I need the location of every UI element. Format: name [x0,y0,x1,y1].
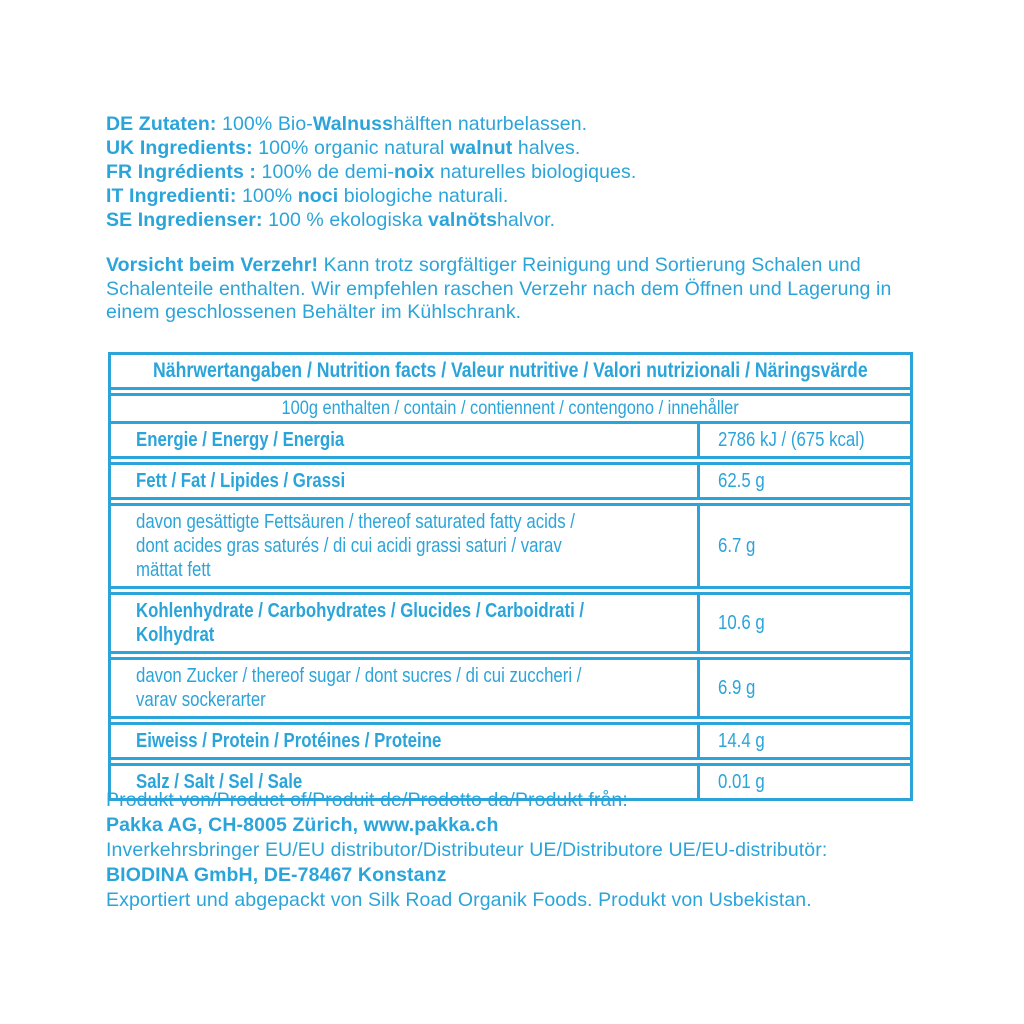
nutrient-label: Eiweiss / Protein / Protéines / Proteine [136,730,442,752]
nutrition-table-title-row [111,355,910,390]
nutrition-row [111,722,910,760]
text-segment: halvor. [497,209,556,231]
nutrient-label-cell [111,506,697,586]
nutrient-label-cell [111,465,697,497]
text-segment: DE Zutaten: [106,113,217,135]
text-segment: Walnuss [312,113,394,135]
nutrition-row [111,503,910,589]
nutrient-label: davon Zucker / thereof sugar / dont sucres / di cui zuccheri / varav sockerarter [136,665,582,711]
text-segment: hälften naturbelassen. [393,113,588,135]
nutrient-label: davon gesättigte Fettsäuren / thereof saturated fatty acids / dont acides gras saturés / di cui acidi grassi saturi / varav mättat fett [136,511,575,581]
nutrient-value: 0.01 g [718,770,765,793]
text-segment: noci [297,185,339,207]
nutrient-label: Salz / Salt / Sel / Sale [136,771,303,793]
nutrition-row [111,462,910,500]
warning-text [106,254,921,325]
nutrient-label-cell [111,725,697,757]
nutrient-value-cell [697,506,910,586]
nutrition-table [108,352,913,801]
text-segment: IT Ingredienti: [106,185,237,207]
ingredient-line [106,136,921,160]
text-segment: naturelles biologiques. [434,161,637,183]
nutrient-label: Energie / Energy / Energia [136,429,345,451]
nutrient-value: 6.9 g [718,676,756,699]
text-segment: Vorsicht beim Verzehr! [106,254,319,276]
footer-section [106,788,921,913]
text-segment: noix [394,161,435,183]
ingredient-line [106,184,921,208]
nutrition-row [111,424,910,459]
text-segment: 100% Bio- [216,113,313,135]
footer-line: Pakka AG, CH-8005 Zürich, www.pakka.ch [106,814,499,836]
nutrient-value: 2786 kJ / (675 kcal) [718,428,865,451]
text-segment: halves. [512,137,581,159]
ingredient-line [106,160,921,184]
footer-line: BIODINA GmbH, DE-78467 Konstanz [106,864,447,886]
text-segment: valnöts [428,209,498,231]
text-segment: Kann trotz sorgfältiger Reinigung und Sortierung Schalen und Schalenteile enthalten. Wir empfehlen raschen Verzehr nach dem Öffnen und Lagerung in einem geschlossenen Behälter im Kühlschrank. [106,254,892,323]
nutrient-value: 14.4 g [718,729,765,752]
text-segment: SE Ingredienser: [106,209,263,231]
text-segment: 100% [236,185,298,207]
nutrition-table-title: Nährwertangaben / Nutrition facts / Valeur nutritive / Valori nutrizionali / Näringsvärde [153,359,868,382]
ingredients-section [106,112,921,232]
text-segment: biologiche naturali. [338,185,509,207]
nutrition-row [111,592,910,654]
footer-line: Produkt von/Product of/Produit de/Prodotto da/Produkt från: [106,789,628,811]
nutrient-value: 10.6 g [718,611,765,634]
nutrition-table-subtitle-row [111,393,910,424]
nutrient-value-cell [697,725,910,757]
nutrient-value-cell [697,660,910,716]
nutrient-label-cell [111,424,697,456]
footer-line: Inverkehrsbringer EU/EU distributor/Distributeur UE/Distributore UE/EU-distributör: [106,839,828,861]
nutrition-row [111,657,910,719]
nutrient-label-cell [111,595,697,651]
text-segment: 100 % ekologiska [262,209,429,231]
text-segment: FR Ingrédients : [106,161,257,183]
text-segment: UK Ingredients: [106,137,253,159]
nutrient-value-cell [697,595,910,651]
text-segment: 100% organic natural [252,137,451,159]
nutrient-label: Kohlenhydrate / Carbohydrates / Glucides / Carboidrati / Kolhydrat [136,600,585,646]
nutrient-value-cell [697,424,910,456]
footer-line: Exportiert und abgepackt von Silk Road Organik Foods. Produkt von Usbekistan. [106,889,812,911]
nutrient-label-cell [111,660,697,716]
text-segment: walnut [450,137,513,159]
ingredient-line [106,208,921,232]
nutrient-value: 6.7 g [718,534,756,557]
nutrient-label: Fett / Fat / Lipides / Grassi [136,470,346,492]
nutrition-table-subtitle: 100g enthalten / contain / contiennent / contengono / innehåller [281,397,740,419]
text-segment: 100% de demi- [256,161,395,183]
ingredient-line [106,112,921,136]
nutrient-value: 62.5 g [718,469,765,492]
nutrient-value-cell [697,465,910,497]
